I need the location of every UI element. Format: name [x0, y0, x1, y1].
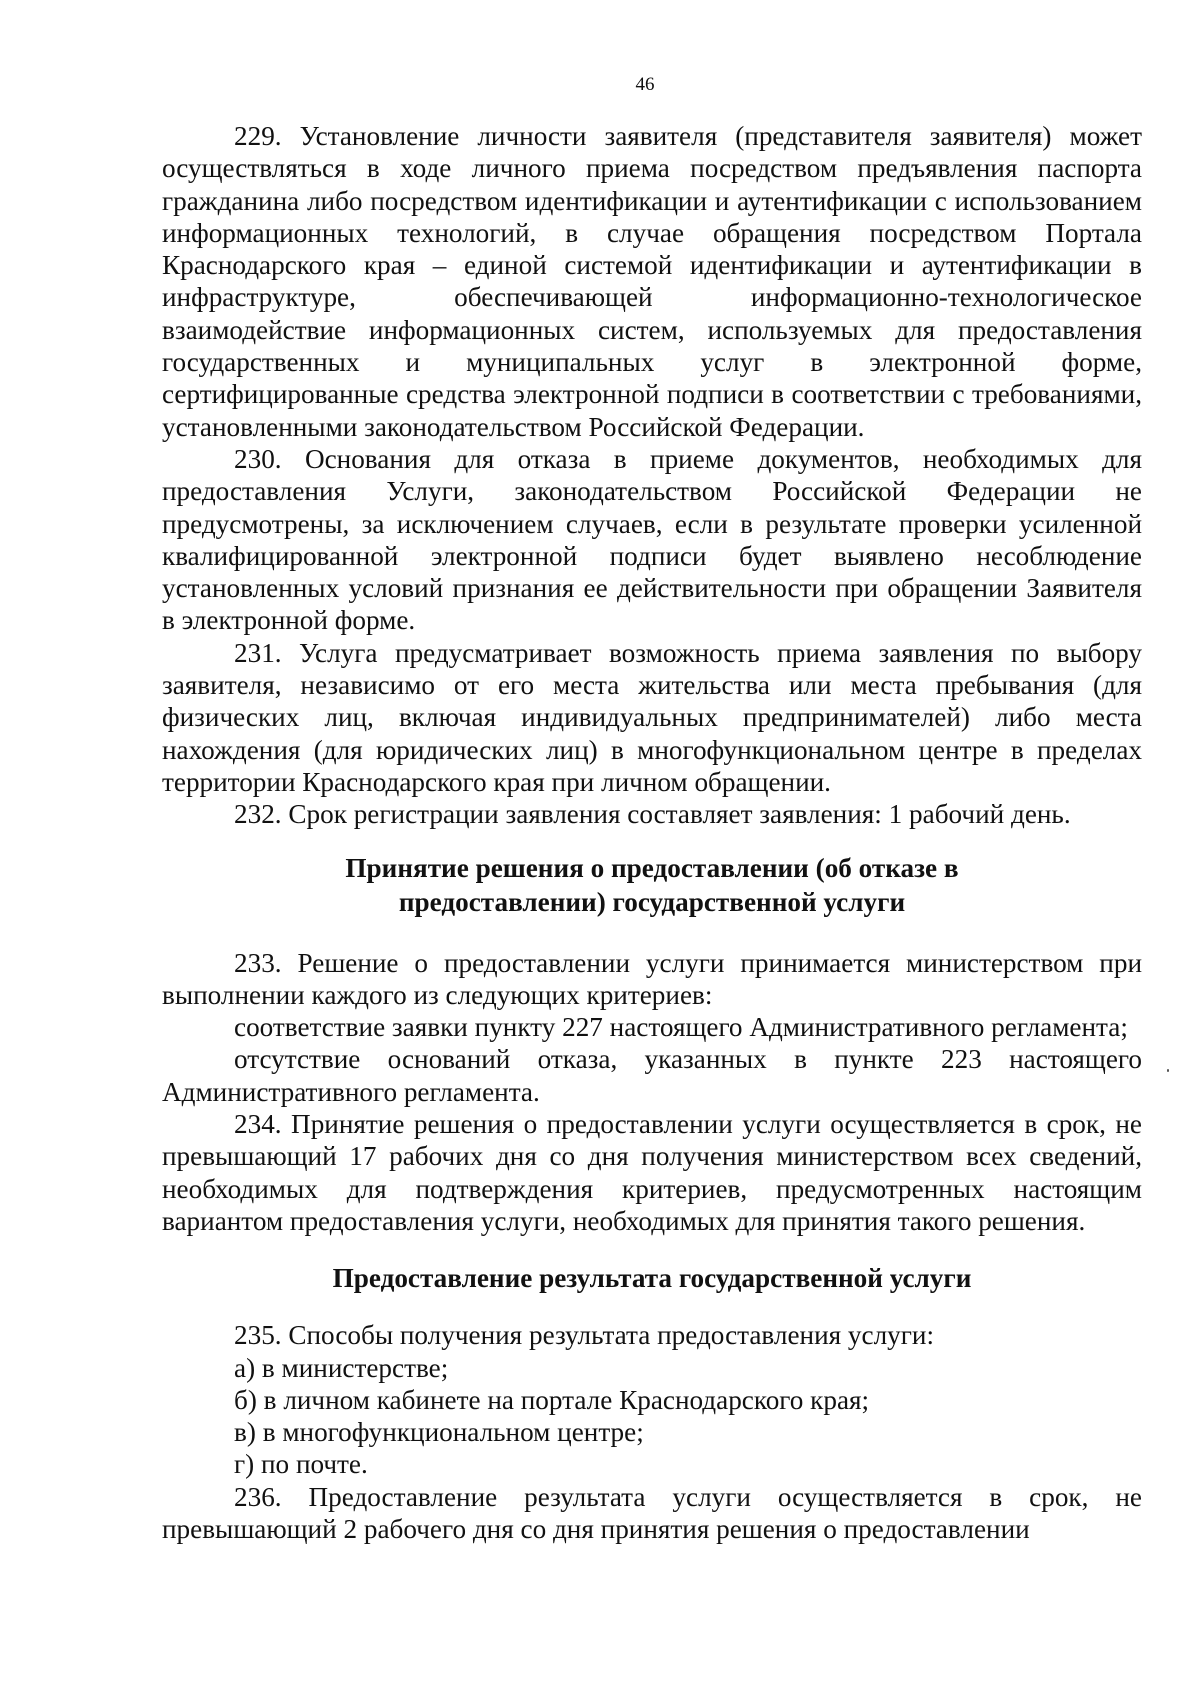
- section-heading-result: Предоставление результата государственной услуги: [332, 1263, 972, 1294]
- criterion-compliance: соответствие заявки пункту 227 настоящего Административного регламента;: [234, 1012, 1128, 1043]
- paragraph-235: 235. Способы получения результата предоставления услуги:: [234, 1320, 935, 1351]
- list-item-personal-cabinet: б) в личном кабинете на портале Краснодарского края;: [234, 1384, 870, 1415]
- section-heading-decision-line2: предоставлении) государственной услуги: [398, 886, 906, 917]
- paragraph-229: 229. Установление личности заявителя (представителя заявителя) может осуществляться в ходе личного приема посредством предъявления паспорта гражданина либо посредством идентификации и аутентификации с использованием информационных технологий, в случае обращения посредством Портала Краснодарского края – единой системой идентификации и аутентификации в инфраструктуре, обеспечивающей информационно-технологическое взаимодействие информационных систем, используемых для предоставления государственных и муниципальных услуг в электронной форме, сертифицированные средства электронной подписи в соответствии с требованиями, установленными законодательством Российской Федерации.: [162, 121, 1142, 442]
- list-item-mfc: в) в многофункциональном центре;: [234, 1417, 644, 1448]
- page-number: 46: [635, 74, 655, 95]
- list-item-ministry: а) в министерстве;: [234, 1352, 449, 1383]
- scan-speck: [1167, 1069, 1169, 1072]
- section-heading-decision: [162, 851, 1142, 919]
- section-heading-decision-line1: Принятие решения о предоставлении (об отказе в: [345, 852, 959, 883]
- document-body: [162, 120, 1142, 1545]
- paragraph-233: 233. Решение о предоставлении услуги принимается министерством при выполнении каждого из следующих критериев:: [162, 947, 1142, 1010]
- paragraph-230: 230. Основания для отказа в приеме документов, необходимых для предоставления Услуги, законодательством Российской Федерации не предусмотрены, за исключением случаев, если в результате проверки усиленной квалифицированной электронной подписи будет выявлено несоблюдение установленных условий признания ее действительности при обращении Заявителя в электронной форме.: [162, 443, 1142, 636]
- paragraph-231: 231. Услуга предусматривает возможность приема заявления по выбору заявителя, независимо от его места жительства или места пребывания (для физических лиц, включая индивидуальных предпринимателей) либо места нахождения (для юридических лиц) в многофункциональном центре в пределах территории Краснодарского края при личном обращении.: [162, 637, 1142, 797]
- paragraph-234: 234. Принятие решения о предоставлении услуги осуществляется в срок, не превышающий 17 рабочих дня со дня получения министерством всех сведений, необходимых для подтверждения критериев, предусмотренных настоящим вариантом предоставления услуги, необходимых для принятия такого решения.: [162, 1109, 1142, 1236]
- paragraph-232: 232. Срок регистрации заявления составляет заявления: 1 рабочий день.: [234, 799, 1071, 830]
- criterion-no-refusal: отсутствие оснований отказа, указанных в пункте 223 настоящего Административного регламента.: [162, 1044, 1142, 1107]
- paragraph-236: 236. Предоставление результата услуги осуществляется в срок, не превышающий 2 рабочего дня со дня принятия решения о предоставлении: [162, 1481, 1142, 1544]
- list-item-mail: г) по почте.: [234, 1449, 368, 1480]
